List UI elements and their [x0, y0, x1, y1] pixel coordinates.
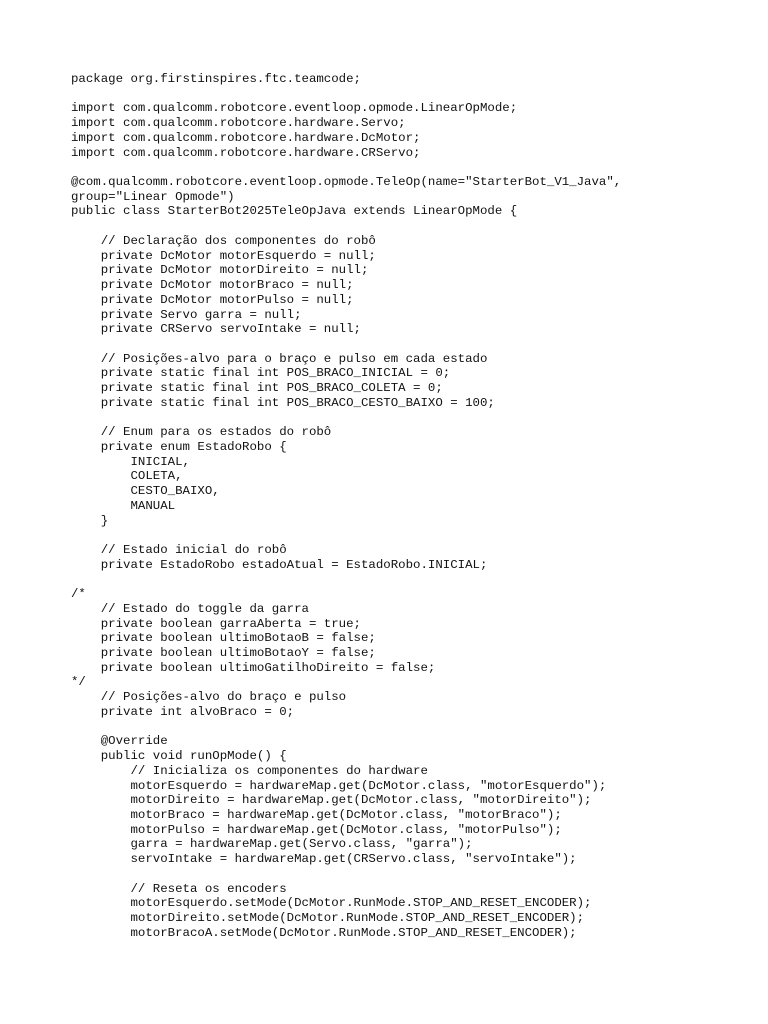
- code-line: @com.qualcomm.robotcore.eventloop.opmode.TeleOp(name="StarterBot_V1_Java",: [71, 175, 622, 190]
- code-line: import com.qualcomm.robotcore.hardware.CRServo;: [71, 145, 421, 160]
- code-line: import com.qualcomm.robotcore.hardware.Servo;: [71, 116, 406, 131]
- code-line: [71, 337, 621, 352]
- code-line: MANUAL: [71, 498, 176, 513]
- code-line: motorBraco = hardwareMap.get(DcMotor.class, "motorBraco");: [71, 807, 562, 822]
- code-line: motorEsquerdo = hardwareMap.get(DcMotor.class, "motorEsquerdo");: [71, 778, 607, 793]
- code-line: // Estado inicial do robô: [71, 543, 287, 557]
- code-line: // Estado do toggle da garra: [71, 601, 309, 616]
- code-line: private Servo garra = null;: [71, 307, 302, 322]
- code-line: [71, 219, 621, 234]
- code-line: }: [71, 513, 109, 528]
- code-line: private boolean ultimoBotaoY = false;: [71, 646, 376, 661]
- code-line: [71, 411, 621, 426]
- code-line: public void runOpMode() {: [71, 749, 287, 764]
- code-line: private static final int POS_BRACO_COLETA = 0;: [71, 381, 443, 396]
- code-line: */: [71, 675, 86, 690]
- code-line: [71, 160, 621, 175]
- code-line: [71, 528, 621, 543]
- code-line: import com.qualcomm.robotcore.hardware.DcMotor;: [71, 130, 421, 145]
- code-line: [71, 720, 621, 735]
- code-line: private DcMotor motorDireito = null;: [71, 263, 369, 278]
- code-line: CESTO_BAIXO,: [71, 484, 220, 499]
- code-line: private int alvoBraco = 0;: [71, 704, 295, 719]
- code-line: [71, 572, 621, 587]
- code-block: [71, 72, 621, 940]
- code-line: motorDireito = hardwareMap.get(DcMotor.class, "motorDireito");: [71, 793, 592, 808]
- code-line: // Declaração dos componentes do robô: [71, 233, 376, 248]
- code-line: // Enum para os estados do robô: [71, 425, 332, 440]
- code-line: import com.qualcomm.robotcore.eventloop.opmode.LinearOpMode;: [71, 101, 518, 116]
- code-line: // Inicializa os componentes do hardware: [71, 763, 428, 778]
- code-line: motorEsquerdo.setMode(DcMotor.RunMode.STOP_AND_RESET_ENCODER);: [71, 896, 592, 911]
- code-line: private DcMotor motorBraco = null;: [71, 278, 354, 293]
- code-line: @Override: [71, 734, 168, 749]
- code-line: COLETA,: [71, 469, 183, 484]
- code-line: private CRServo servoIntake = null;: [71, 322, 361, 337]
- code-line: private static final int POS_BRACO_INICIAL = 0;: [71, 366, 451, 381]
- code-line: [71, 87, 621, 102]
- code-line: // Posições-alvo do braço e pulso: [71, 690, 347, 705]
- code-line: package org.firstinspires.ftc.teamcode;: [71, 72, 361, 86]
- code-line: group="Linear Opmode"): [71, 189, 235, 204]
- code-line: // Reseta os encoders: [71, 881, 287, 896]
- code-line: private boolean ultimoBotaoB = false;: [71, 631, 376, 646]
- code-line: /*: [71, 587, 86, 602]
- code-line: private EstadoRobo estadoAtual = EstadoRobo.INICIAL;: [71, 557, 488, 572]
- code-line: private DcMotor motorPulso = null;: [71, 292, 354, 307]
- code-line: INICIAL,: [71, 454, 190, 469]
- code-line: [71, 867, 621, 882]
- code-line: motorBracoA.setMode(DcMotor.RunMode.STOP_AND_RESET_ENCODER);: [71, 925, 577, 940]
- code-line: servoIntake = hardwareMap.get(CRServo.class, "servoIntake");: [71, 852, 577, 867]
- code-line: private boolean ultimoGatilhoDireito = false;: [71, 660, 436, 675]
- code-line: // Posições-alvo para o braço e pulso em cada estado: [71, 351, 488, 366]
- code-line: motorDireito.setMode(DcMotor.RunMode.STOP_AND_RESET_ENCODER);: [71, 910, 585, 925]
- code-line: private enum EstadoRobo {: [71, 439, 287, 454]
- code-line: garra = hardwareMap.get(Servo.class, "garra");: [71, 837, 473, 852]
- code-line: private boolean garraAberta = true;: [71, 616, 361, 631]
- code-line: private DcMotor motorEsquerdo = null;: [71, 248, 376, 263]
- code-line: public class StarterBot2025TeleOpJava extends LinearOpMode {: [71, 204, 518, 219]
- code-line: private static final int POS_BRACO_CESTO_BAIXO = 100;: [71, 395, 495, 410]
- code-line: motorPulso = hardwareMap.get(DcMotor.class, "motorPulso");: [71, 822, 562, 837]
